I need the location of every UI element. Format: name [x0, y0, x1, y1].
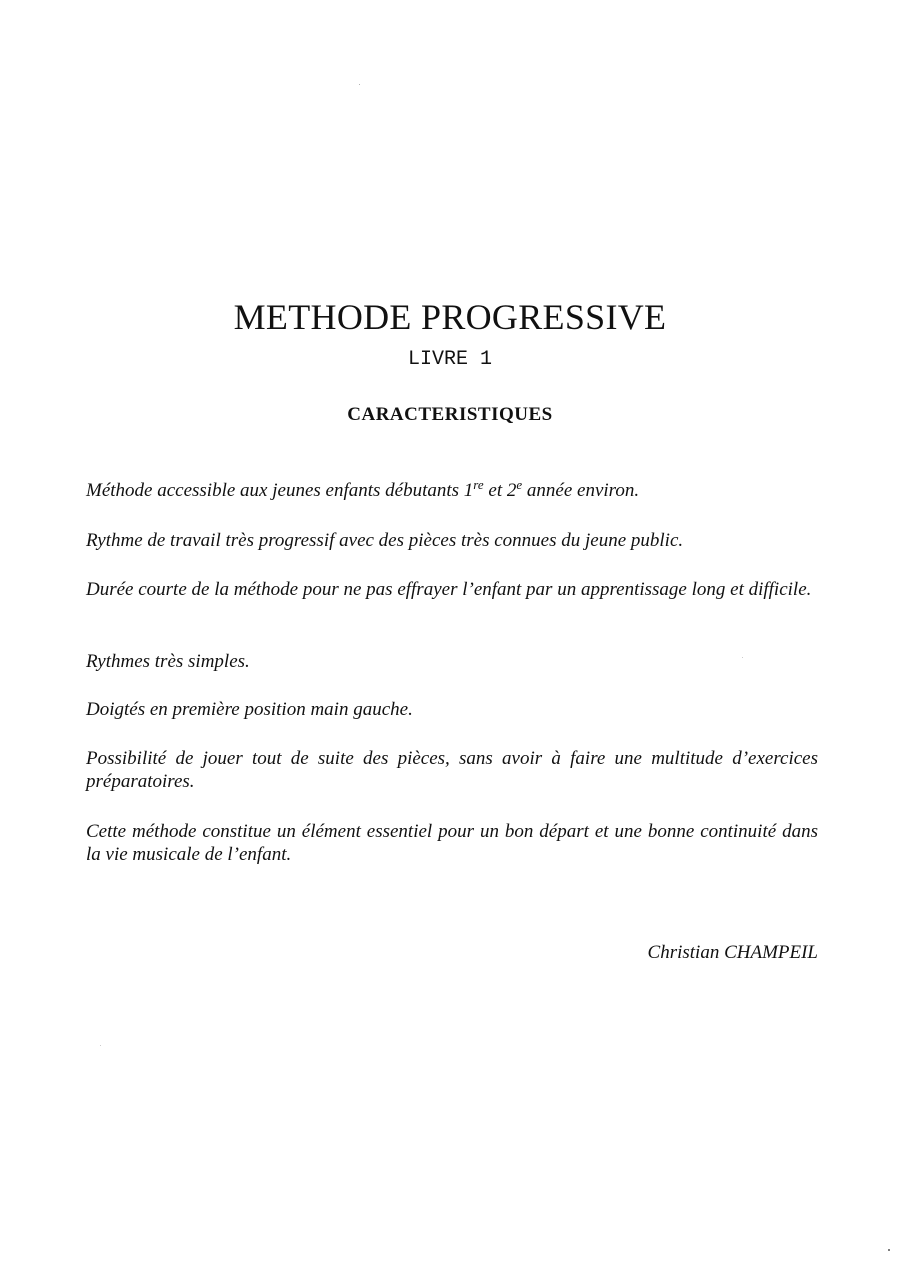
scan-speck — [888, 1249, 890, 1251]
paragraph-fingerings: Doigtés en première position main gauche. — [86, 699, 413, 720]
paragraph-play-immediately: Possibilité de jouer tout de suite des pièces, sans avoir à faire une multitude d’exercices préparatoires. — [86, 748, 818, 792]
section-heading: CARACTERISTIQUES — [347, 404, 553, 425]
document-title: METHODE PROGRESSIVE — [233, 297, 667, 337]
paragraph-1-text-end: année environ. — [522, 480, 640, 501]
scan-speck — [359, 84, 360, 85]
ordinal-first-superscript: re — [473, 477, 484, 492]
paragraph-simple-rhythms: Rythmes très simples. — [86, 651, 250, 672]
author-signature: Christian CHAMPEIL — [647, 942, 818, 963]
paragraph-rhythm-of-work: Rythme de travail très progressif avec des pièces très connues du jeune public. — [86, 530, 684, 551]
paragraph-1-text-middle: et 2 — [483, 480, 517, 501]
paragraph-duration: Durée courte de la méthode pour ne pas effrayer l’enfant par un apprentissage long et difficile. — [86, 579, 812, 600]
document-subtitle: LIVRE 1 — [407, 348, 492, 371]
paragraph-1-text-start: Méthode accessible aux jeunes enfants débutants 1 — [86, 480, 474, 501]
paragraph-accessibility — [86, 479, 818, 502]
ordinal-second-superscript: e — [516, 477, 523, 492]
scan-speck — [100, 1045, 101, 1046]
scan-speck — [742, 657, 743, 658]
paragraph-essential-element: Cette méthode constitue un élément essentiel pour un bon départ et une bonne continuité dans la vie musicale de l’enfant. — [86, 821, 818, 865]
